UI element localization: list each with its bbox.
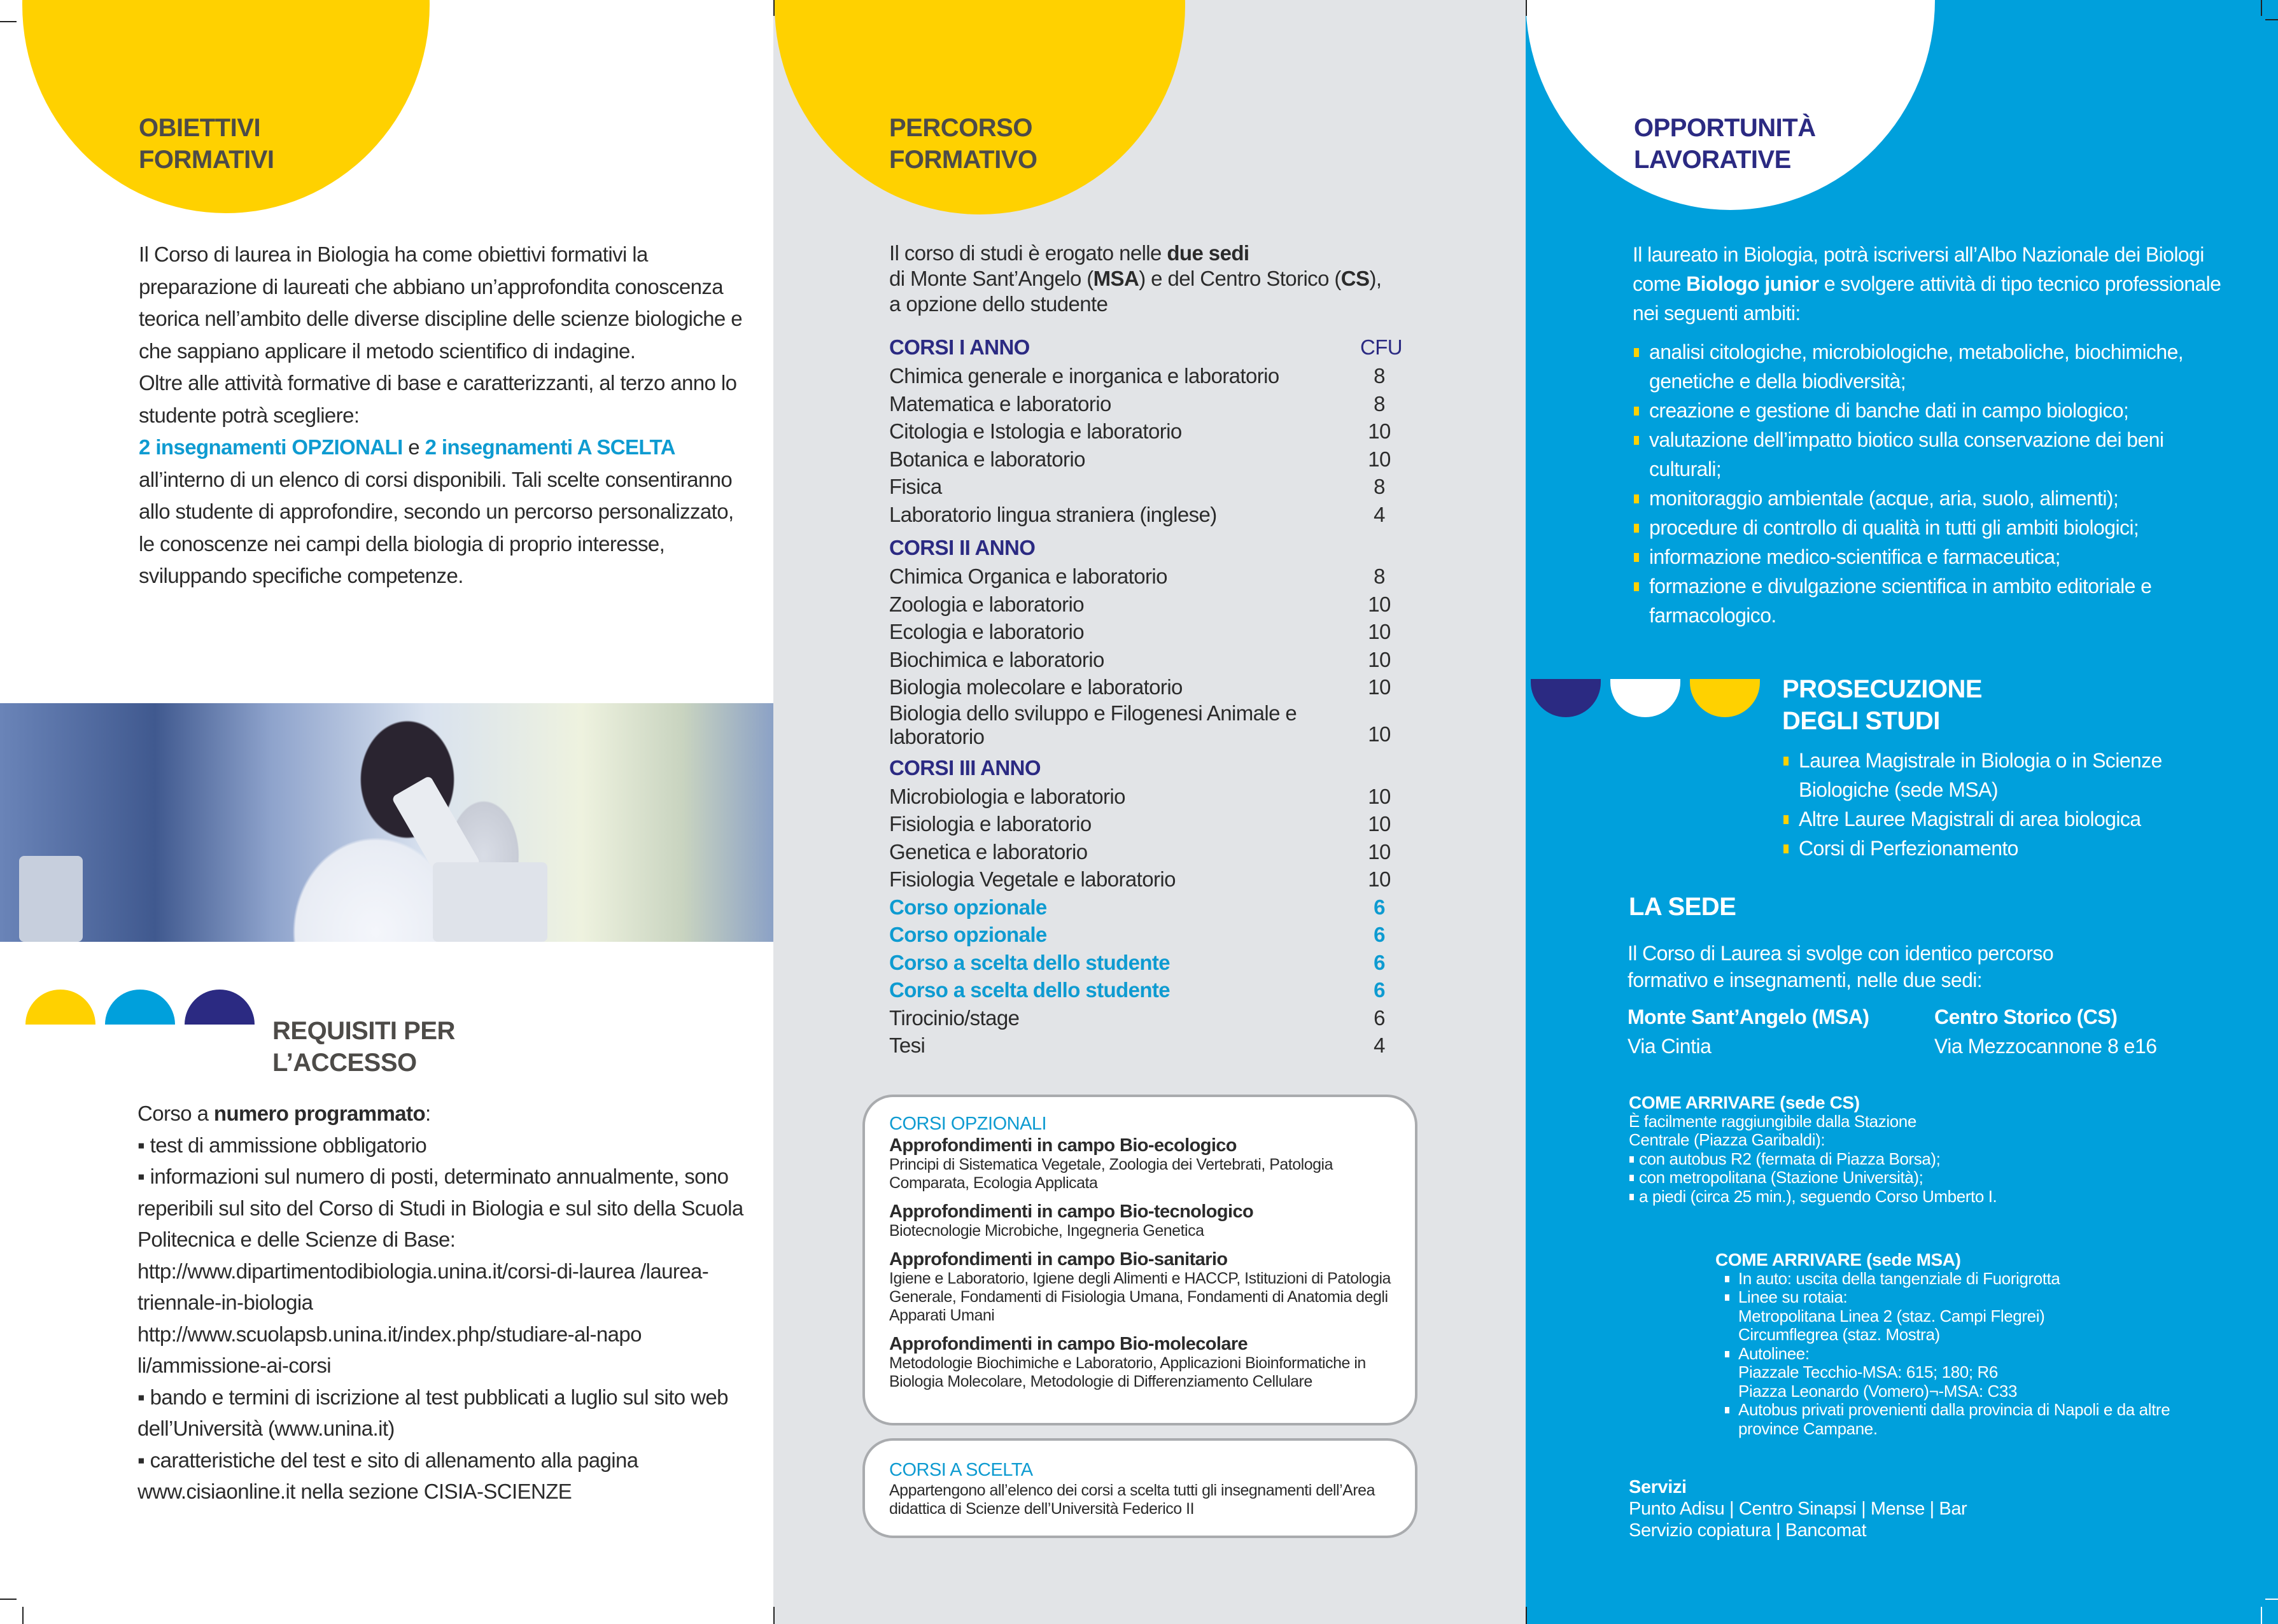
directions-cs-title: COME ARRIVARE (sede CS)	[1629, 1093, 1860, 1112]
directions-msa-item	[1724, 1288, 2199, 1345]
requirements-intro-suffix: :	[425, 1102, 431, 1125]
course-cfu: 10	[1368, 722, 1391, 746]
course-name: Biologia molecolare e laboratorio	[889, 675, 1183, 699]
crop-mark	[2265, 1599, 2278, 1600]
objectives-paragraph-3: all’interno di un elenco di corsi disponibili. Tali scelte consentiranno allo studente di approfondire, secondo un percorso personalizzato, le conoscenze nei campi della biologia di proprio interesse, sviluppando specifiche competenze.	[139, 467, 734, 587]
course-cfu: 10	[1368, 675, 1391, 699]
directions-msa-item	[1724, 1401, 2199, 1438]
year-title: CORSI II ANNO	[889, 536, 1036, 559]
course-cfu: 10	[1368, 419, 1391, 443]
course-cfu: 4	[1374, 1033, 1385, 1057]
opportunities-intro-text: Il laureato in Biologia, potrà iscriversi all’Albo Nazionale dei Biologi come	[1633, 243, 2204, 295]
curriculum-intro-line-2	[889, 266, 1449, 291]
crop-mark	[2265, 19, 2278, 20]
objectives-paragraph-1: Il Corso di laurea in Biologia ha come obiettivi formativi la preparazione di laureati che abbiano un’approfondita conoscenza teorica nell’ambito delle diverse discipline delle scienze biologiche e che sappiano applicare il metodo scientifico di indagine.	[139, 242, 742, 363]
course-name: Corso a scelta dello studente	[889, 950, 1171, 974]
yellow-half-circle	[25, 990, 95, 1025]
venue-site-address: Via Mezzocannone 8 e16	[1934, 1035, 2157, 1058]
course-row	[889, 362, 1398, 390]
panel-objectives	[0, 0, 773, 1624]
white-circle-decoration	[1526, 0, 1935, 210]
continuation-item: Laurea Magistrale in Biologia o in Scienze Biologiche (sede MSA)	[1782, 746, 2228, 804]
course-row	[889, 390, 1398, 418]
optional-group-title: Approfondimenti in campo Bio-sanitario	[889, 1249, 1228, 1270]
requirement-item: ▪ informazioni sul numero di posti, determinato annualmente, sono reperibili sul sito del Corso di Studi in Biologia e sul sito della Scuola Politecnica e delle Scienze di Base:	[137, 1165, 743, 1251]
directions-msa-item-text: Autobus privati provenienti dalla provincia di Napoli e da altre province Campane.	[1738, 1400, 2170, 1438]
course-name: Matematica e laboratorio	[889, 391, 1111, 416]
yellow-half-circle	[1690, 679, 1760, 717]
job-field-item: monitoraggio ambientale (acque, aria, suolo, alimenti);	[1633, 484, 2218, 513]
course-row	[889, 921, 1398, 949]
requirements-intro-prefix: Corso a	[137, 1102, 214, 1125]
course-cfu: 10	[1368, 447, 1391, 471]
course-cfu: 6	[1374, 923, 1385, 946]
course-row	[889, 949, 1398, 977]
course-row	[889, 838, 1398, 866]
curriculum-intro	[889, 241, 1449, 317]
crop-mark	[1526, 1607, 1527, 1624]
course-name: Fisica	[889, 475, 942, 498]
crop-mark	[0, 1599, 17, 1600]
course-cfu: 8	[1374, 475, 1385, 498]
course-row	[889, 865, 1398, 893]
course-cfu: 10	[1368, 784, 1391, 808]
choice-courses-title: CORSI A SCELTA	[889, 1460, 1033, 1480]
yellow-circle-decoration	[22, 0, 430, 213]
requirements-intro	[137, 1098, 749, 1130]
services	[1629, 1476, 2113, 1541]
course-name: Tirocinio/stage	[889, 1005, 1020, 1030]
course-name: Genetica e laboratorio	[889, 839, 1088, 864]
continuation-list	[1782, 746, 2228, 863]
intro-text: Il corso di studi è erogato nelle	[889, 241, 1167, 265]
course-name: Corso opzionale	[889, 895, 1047, 919]
year-heading	[889, 533, 1398, 563]
course-row	[889, 618, 1398, 646]
course-name: Corso a scelta dello studente	[889, 978, 1171, 1002]
course-row	[889, 501, 1398, 529]
directions-msa-subitem: Piazza Leonardo (Vomero)¬-MSA: C33	[1738, 1381, 2018, 1401]
requirements-intro-bold: numero programmato	[213, 1102, 425, 1125]
course-row	[889, 1004, 1398, 1032]
directions-cs-list	[1629, 1150, 2074, 1207]
venue-site	[1628, 1002, 1869, 1061]
yellow-circle-decoration	[775, 0, 1185, 214]
crop-mark	[2261, 0, 2262, 16]
objectives-text	[139, 239, 750, 592]
course-row	[889, 673, 1398, 701]
course-cfu: 10	[1368, 812, 1391, 836]
course-row	[889, 976, 1398, 1004]
navy-half-circle	[185, 990, 255, 1025]
panel-opportunities	[1526, 0, 2278, 1624]
cfu-column-label	[1360, 533, 1398, 563]
curriculum-intro-line-3: a opzione dello studente	[889, 292, 1108, 316]
course-row	[889, 1032, 1398, 1060]
highlight-choice: 2 insegnamenti A SCELTA	[425, 435, 675, 459]
directions-msa-item	[1724, 1270, 2199, 1289]
optional-group-desc: Igiene e Laboratorio, Igiene degli Alimenti e HACCP, Istituzioni di Patologia Generale, Fondamenti di Fisiologia Umana, Fondamenti di Anatomia degli Apparati Umani	[889, 1270, 1391, 1324]
highlight-optional: 2 insegnamenti OPZIONALI	[139, 435, 403, 459]
crop-mark	[2261, 1607, 2262, 1624]
intro-text: ),	[1369, 267, 1382, 290]
job-field-item: creazione e gestione di banche dati in campo biologico;	[1633, 396, 2218, 425]
venue-intro: Il Corso di Laurea si svolge con identico percorso formativo e insegnamenti, nelle due sedi:	[1628, 942, 2054, 991]
services-line-1: Punto Adisu | Centro Sinapsi | Mense | Bar	[1629, 1499, 1967, 1519]
services-title: Servizi	[1629, 1477, 1687, 1497]
continuation-item: Corsi di Perfezionamento	[1782, 834, 2228, 863]
microscope-base-shape	[433, 862, 547, 942]
course-name: Chimica generale e inorganica e laboratorio	[889, 364, 1279, 388]
requirements-text	[137, 1098, 749, 1508]
course-name: Chimica Organica e laboratorio	[889, 564, 1167, 588]
course-row	[889, 473, 1398, 501]
course-name: Fisiologia Vegetale e laboratorio	[889, 867, 1176, 891]
course-name: Citologia e Istologia e laboratorio	[889, 419, 1182, 443]
course-list	[889, 333, 1403, 1060]
course-row	[889, 591, 1398, 619]
course-cfu: 6	[1374, 950, 1385, 974]
year-heading	[889, 753, 1398, 783]
course-row	[889, 810, 1398, 838]
year-title: CORSI III ANNO	[889, 755, 1041, 780]
highlight-connector: e	[402, 435, 425, 459]
opportunities-title: OPPORTUNITÀ LAVORATIVE	[1634, 114, 1816, 174]
course-cfu: 6	[1374, 978, 1385, 1002]
crop-mark	[22, 1607, 24, 1624]
directions-msa-title: COME ARRIVARE (sede MSA)	[1715, 1250, 1961, 1270]
directions-msa-item	[1724, 1345, 2199, 1401]
course-name: Corso opzionale	[889, 923, 1047, 946]
course-cfu: 4	[1374, 502, 1385, 526]
crop-mark	[0, 21, 17, 22]
intro-bold-msa: MSA	[1093, 267, 1139, 290]
course-cfu: 6	[1374, 1005, 1385, 1030]
venue-title: LA SEDE	[1629, 893, 1736, 921]
optional-courses-title: CORSI OPZIONALI	[889, 1114, 1047, 1134]
optional-groups	[889, 1135, 1405, 1391]
cfu-column-label	[1360, 753, 1398, 783]
course-name: Botanica e laboratorio	[889, 447, 1085, 471]
course-cfu: 10	[1368, 647, 1391, 671]
intro-bold-two-sites: due sedi	[1167, 241, 1249, 265]
optional-group-title: Approfondimenti in campo Bio-ecologico	[889, 1135, 1237, 1156]
course-cfu: 10	[1368, 867, 1391, 891]
requirement-item: ▪ test di ammissione obbligatorio	[137, 1133, 427, 1157]
years-container	[889, 333, 1403, 1060]
job-field-item: informazione medico-scientifica e farmaceutica;	[1633, 542, 2218, 571]
objectives-title: OBIETTIVI FORMATIVI	[139, 114, 274, 174]
year-heading	[889, 333, 1403, 362]
course-name: Microbiologia e laboratorio	[889, 784, 1125, 808]
venue-site-name: Centro Storico (CS)	[1934, 1005, 2118, 1028]
directions-cs-intro: È facilmente raggiungibile dalla Stazione Centrale (Piazza Garibaldi):	[1629, 1111, 1916, 1149]
course-name: Ecologia e laboratorio	[889, 620, 1085, 643]
course-name: Biochimica e laboratorio	[889, 647, 1104, 671]
directions-msa-subitem: Metropolitana Linea 2 (staz. Campi Flegrei)	[1738, 1306, 2045, 1326]
requirement-link-department[interactable]: http://www.dipartimentodibiologia.unina.it/corsi-di-laurea /laurea-triennale-in-biologia	[137, 1259, 709, 1314]
job-field-item: analisi citologiche, microbiologiche, metaboliche, biochimiche, genetiche e della biodiversità;	[1633, 337, 2218, 396]
directions-cs-item: a piedi (circa 25 min.), seguendo Corso Umberto I.	[1629, 1187, 2074, 1207]
crop-mark	[773, 0, 775, 16]
directions-cs-item: con metropolitana (Stazione Università);	[1629, 1168, 2074, 1187]
course-cfu: 6	[1374, 895, 1385, 919]
choice-courses-box	[862, 1438, 1417, 1538]
course-row	[889, 783, 1398, 811]
course-cfu: 10	[1368, 620, 1391, 643]
course-name: Tesi	[889, 1033, 925, 1057]
course-row	[889, 646, 1398, 674]
directions-msa-list	[1715, 1270, 2199, 1439]
directions-msa-subitem: Circumflegrea (staz. Mostra)	[1738, 1325, 1940, 1344]
directions-msa-item-text: Autolinee:	[1738, 1343, 1810, 1363]
intro-text: di Monte Sant’Angelo (	[889, 267, 1093, 290]
requirement-link-school[interactable]: http://www.scuolapsb.unina.it/index.php/studiare-al-napo li/ammissione-ai-corsi	[137, 1322, 642, 1377]
cyan-half-circle	[105, 990, 175, 1025]
opportunities-intro-bold: Biologo junior	[1686, 272, 1819, 295]
curriculum-intro-line-1	[889, 241, 1449, 266]
course-cfu: 10	[1368, 592, 1391, 616]
requirement-item: ▪ caratteristiche del test e sito di allenamento alla pagina www.cisiaonline.it nella sezione CISIA-SCIENZE	[137, 1448, 638, 1503]
course-row	[889, 445, 1398, 473]
course-cfu: 8	[1374, 391, 1385, 416]
crop-mark	[1526, 0, 1527, 16]
optional-courses-box	[862, 1095, 1417, 1425]
course-row	[889, 417, 1398, 445]
course-name: Zoologia e laboratorio	[889, 592, 1085, 616]
navy-half-circle	[1531, 679, 1601, 717]
directions-msa-subitem: Piazzale Tecchio-MSA: 615; 180; R6	[1738, 1362, 1998, 1382]
optional-group-title: Approfondimenti in campo Bio-molecolare	[889, 1334, 1248, 1354]
intro-text: ) e del Centro Storico (	[1139, 267, 1341, 290]
directions-msa-item-text: Linee su rotaia:	[1738, 1287, 1848, 1306]
choice-courses-desc: Appartengono all’elenco dei corsi a scelta tutti gli insegnamenti dell’Area didattica di Scienze dell’Università Federico II	[889, 1481, 1375, 1518]
venue-site	[1934, 1002, 2157, 1061]
directions-cs-item: con autobus R2 (fermata di Piazza Borsa);	[1629, 1150, 2074, 1169]
course-name: Fisiologia e laboratorio	[889, 812, 1092, 836]
year-title: CORSI I ANNO	[889, 335, 1030, 359]
objectives-highlight	[139, 431, 750, 464]
job-field-item: valutazione dell’impatto biotico sulla conservazione dei beni culturali;	[1633, 425, 2218, 484]
requirements-title: REQUISITI PER L’ACCESSO	[272, 1017, 455, 1077]
job-field-item: procedure di controllo di qualità in tutti gli ambiti biologici;	[1633, 513, 2218, 542]
curriculum-title: PERCORSO FORMATIVO	[889, 114, 1037, 174]
opportunities-intro	[1633, 240, 2231, 328]
course-row	[889, 563, 1398, 591]
directions-msa	[1715, 1250, 2199, 1438]
course-name: Biologia dello sviluppo e Filogenesi Animale e laboratorio	[889, 701, 1297, 748]
venue-site-name: Monte Sant’Angelo (MSA)	[1628, 1005, 1869, 1028]
directions-cs	[1629, 1093, 2074, 1206]
requirement-item: ▪ bando e termini di iscrizione al test pubblicati a luglio sul sito web dell’Università (www.unina.it)	[137, 1385, 728, 1440]
optional-group-desc: Metodologie Biochimiche e Laboratorio, Applicazioni Bioinformatiche in Biologia Molecolare, Metodologie di Differenziamento Cellulare	[889, 1354, 1366, 1390]
optional-group-desc: Biotecnologie Microbiche, Ingegneria Genetica	[889, 1222, 1204, 1240]
white-half-circle	[1610, 679, 1680, 717]
course-cfu: 10	[1368, 839, 1391, 864]
continuation-item: Altre Lauree Magistrali di area biologica	[1782, 804, 2228, 834]
cfu-column-label: CFU	[1360, 335, 1403, 359]
services-line-2: Servizio copiatura | Bancomat	[1629, 1520, 1867, 1541]
directions-msa-item-text: In auto: uscita della tangenziale di Fuorigrotta	[1738, 1268, 2060, 1288]
course-name: Laboratorio lingua straniera (inglese)	[889, 502, 1217, 526]
lab-photo	[0, 703, 773, 942]
optional-group-title: Approfondimenti in campo Bio-tecnologico	[889, 1201, 1254, 1222]
course-row	[889, 893, 1398, 921]
objectives-paragraph-2: Oltre alle attività formative di base e caratterizzanti, al terzo anno lo studente potrà scegliere:	[139, 371, 737, 427]
job-field-item: formazione e divulgazione scientifica in ambito editoriale e farmacologico.	[1633, 571, 2218, 630]
optional-group-desc: Principi di Sistematica Vegetale, Zoologia dei Vertebrati, Patologia Comparata, Ecologia Applicata	[889, 1156, 1333, 1192]
course-cfu: 8	[1374, 564, 1385, 588]
continuation-title: PROSECUZIONE DEGLI STUDI	[1782, 675, 1983, 735]
venue-site-address: Via Cintia	[1628, 1035, 1712, 1058]
course-cfu: 8	[1374, 364, 1385, 388]
microscope-left-shape	[19, 856, 83, 942]
opportunities-intro-text: e svolgere attività di tipo tecnico professionale nei seguenti ambiti:	[1633, 272, 2221, 325]
crop-mark	[773, 1607, 775, 1624]
job-fields-list	[1633, 337, 2218, 630]
intro-bold-cs: CS	[1340, 267, 1370, 290]
course-row	[889, 701, 1398, 748]
